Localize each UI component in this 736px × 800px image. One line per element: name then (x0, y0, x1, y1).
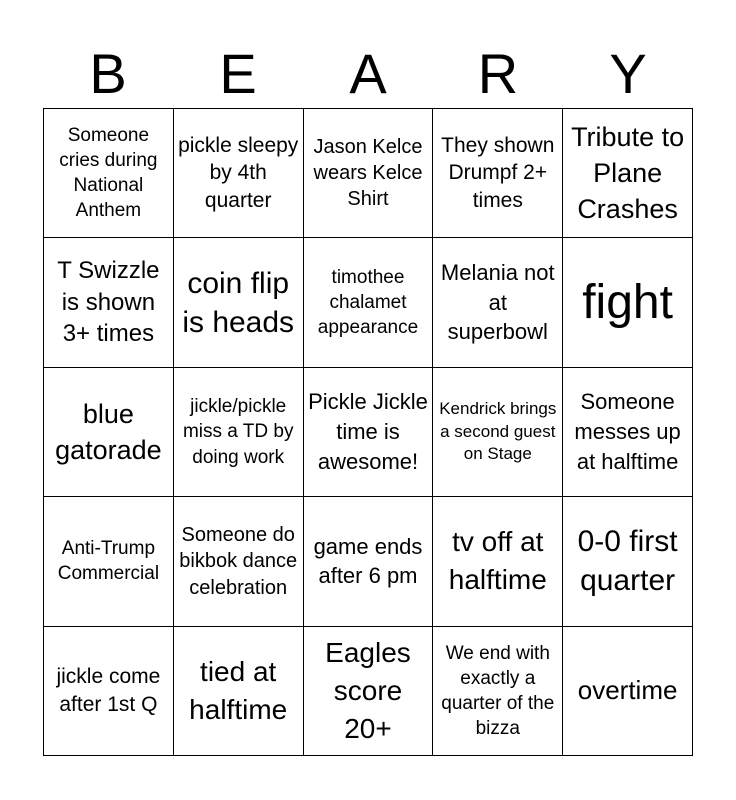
bingo-cell-r2-c0[interactable]: blue gatorade (44, 368, 174, 497)
bingo-grid (43, 108, 693, 756)
header-letter-e: E (219, 42, 257, 105)
bingo-cell-r4-c3[interactable]: We end with exactly a quarter of the bizza (433, 627, 563, 756)
bingo-cell-r2-c1[interactable]: jickle/pickle miss a TD by doing work (174, 368, 304, 497)
bingo-cell-r3-c0[interactable]: Anti-Trump Commercial (44, 497, 174, 626)
bingo-cell-r2-c2[interactable]: Pickle Jickle time is awesome! (304, 368, 434, 497)
bingo-header (43, 40, 693, 108)
bingo-cell-r3-c1[interactable]: Someone do bikbok dance celebration (174, 497, 304, 626)
header-letter-a: A (349, 42, 387, 105)
bingo-cell-r0-c0[interactable]: Someone cries during National Anthem (44, 109, 174, 238)
header-letter-b: B (89, 42, 127, 105)
bingo-cell-r1-c0[interactable]: T Swizzle is shown 3+ times (44, 238, 174, 367)
bingo-cell-r3-c3[interactable]: tv off at halftime (433, 497, 563, 626)
bingo-cell-r2-c3[interactable]: Kendrick brings a second guest on Stage (433, 368, 563, 497)
header-letter-r: R (477, 42, 519, 105)
bingo-cell-r2-c4[interactable]: Someone messes up at halftime (563, 368, 693, 497)
bingo-cell-r0-c2[interactable]: Jason Kelce wears Kelce Shirt (304, 109, 434, 238)
bingo-cell-r4-c4[interactable]: overtime (563, 627, 693, 756)
bingo-cell-r1-c2[interactable]: timothee chalamet appearance (304, 238, 434, 367)
bingo-cell-r4-c1[interactable]: tied at halftime (174, 627, 304, 756)
header-letter-y: Y (609, 42, 647, 105)
bingo-cell-r1-c4[interactable]: fight (563, 238, 693, 367)
bingo-cell-r4-c0[interactable]: jickle come after 1st Q (44, 627, 174, 756)
bingo-cell-r3-c4[interactable]: 0-0 first quarter (563, 497, 693, 626)
bingo-cell-r4-c2[interactable]: Eagles score 20+ (304, 627, 434, 756)
bingo-cell-r0-c4[interactable]: Tribute to Plane Crashes (563, 109, 693, 238)
bingo-cell-r3-c2[interactable]: game ends after 6 pm (304, 497, 434, 626)
bingo-cell-r0-c1[interactable]: pickle sleepy by 4th quarter (174, 109, 304, 238)
bingo-cell-r0-c3[interactable]: They shown Drumpf 2+ times (433, 109, 563, 238)
bingo-cell-r1-c3[interactable]: Melania not at superbowl (433, 238, 563, 367)
bingo-cell-r1-c1[interactable]: coin flip is heads (174, 238, 304, 367)
